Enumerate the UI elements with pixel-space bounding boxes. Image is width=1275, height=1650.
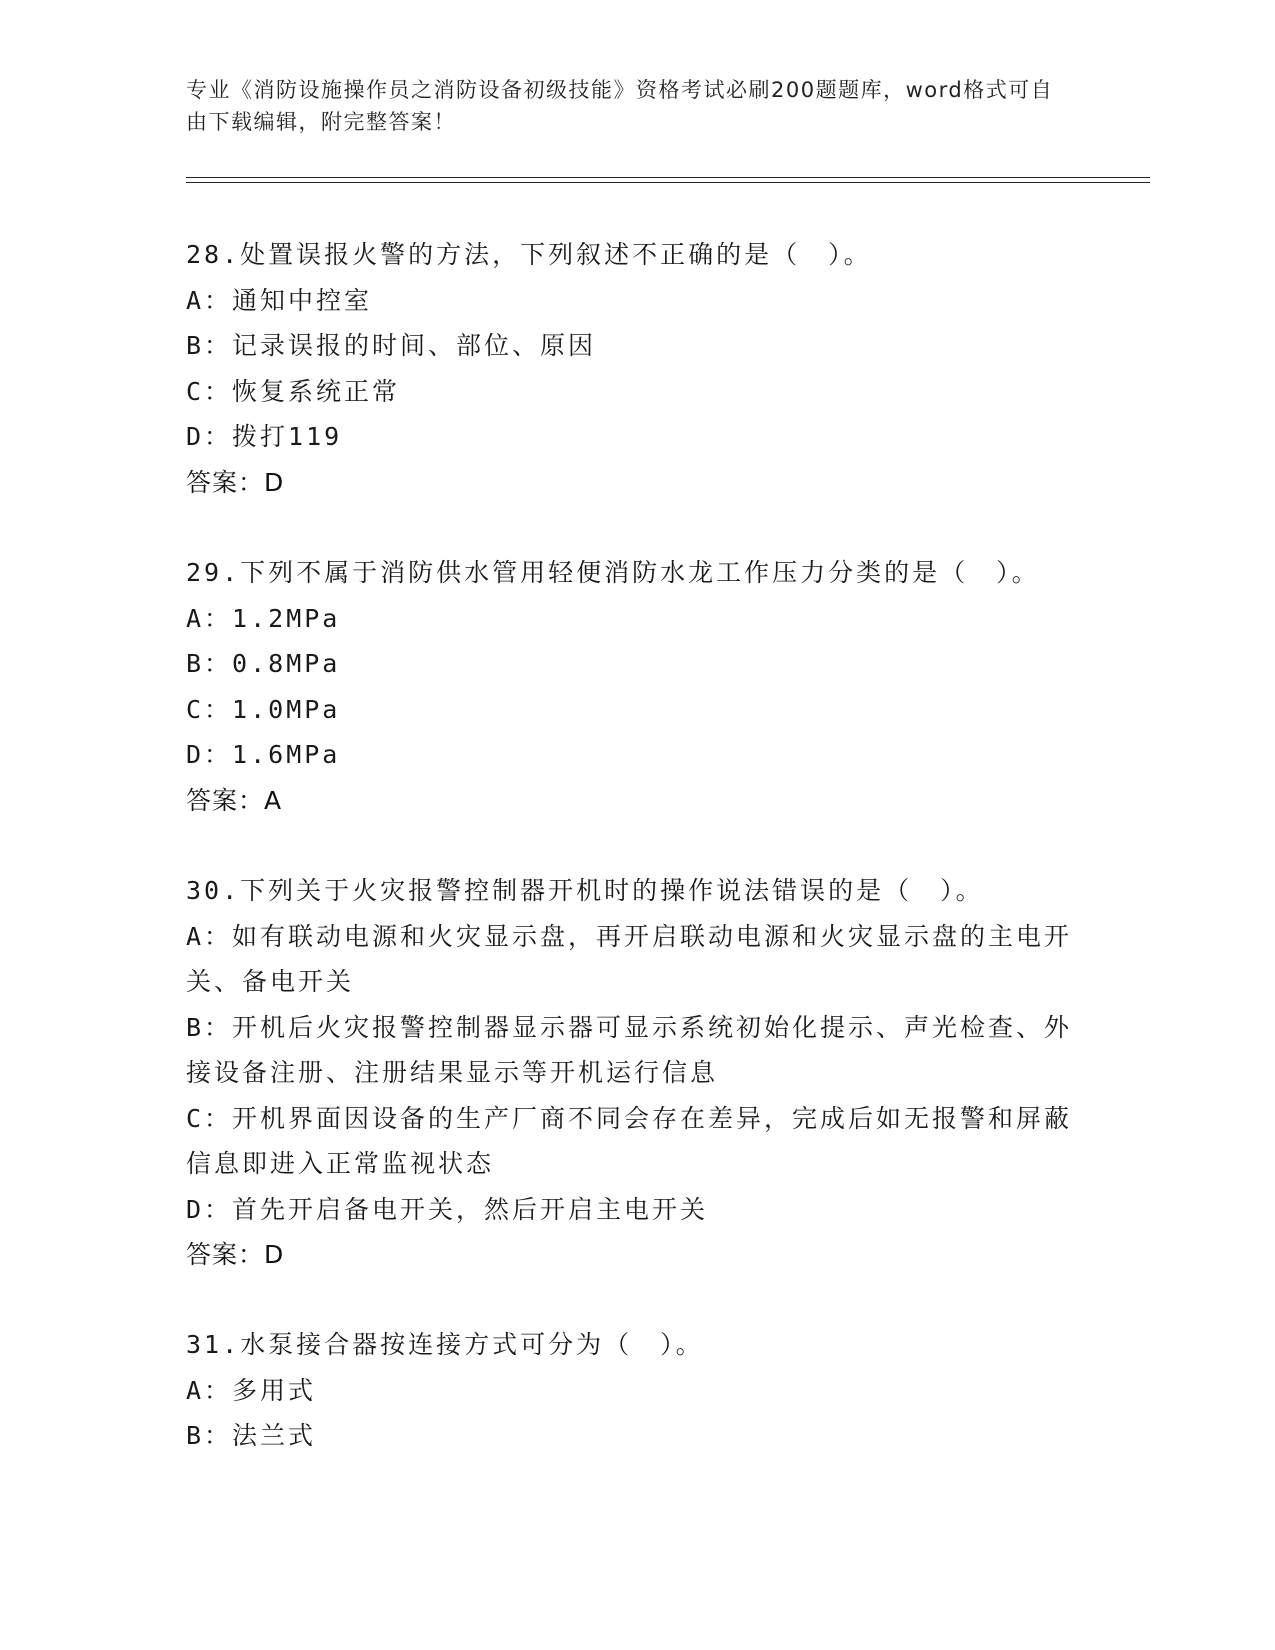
answer: 答案：D bbox=[186, 467, 285, 497]
option-b: B：开机后火灾报警控制器显示器可显示系统初始化提示、声光检查、外接设备注册、注册结果显示等开机运行信息 bbox=[186, 1012, 1073, 1087]
question-stem: 28.处置误报火警的方法，下列叙述不正确的是（ ）。 bbox=[186, 240, 872, 269]
option-c: C：恢复系统正常 bbox=[186, 376, 401, 406]
option-c: C：开机界面因设备的生产厂商不同会存在差异，完成后如无报警和屏蔽信息即进入正常监视状态 bbox=[186, 1103, 1073, 1178]
question-30 bbox=[186, 868, 1086, 1278]
header-divider-top bbox=[186, 177, 1150, 178]
document-header bbox=[186, 74, 1066, 138]
question-28 bbox=[186, 232, 1086, 505]
option-c: C：1.0MPa bbox=[186, 694, 341, 724]
option-a: A：如有联动电源和火灾显示盘，再开启联动电源和火灾显示盘的主电开关、备电开关 bbox=[186, 921, 1073, 996]
option-a: A：通知中控室 bbox=[186, 285, 373, 315]
option-b: B：0.8MPa bbox=[186, 649, 341, 678]
answer: 答案：D bbox=[186, 1240, 285, 1269]
answer: 答案：A bbox=[186, 785, 283, 815]
option-a: A：1.2MPa bbox=[186, 603, 341, 633]
question-stem: 31.水泵接合器按连接方式可分为（ ）。 bbox=[186, 1330, 704, 1359]
question-29 bbox=[186, 550, 1086, 823]
option-d: D：1.6MPa bbox=[186, 740, 341, 769]
option-d: D：首先开启备电开关，然后开启主电开关 bbox=[186, 1194, 709, 1224]
question-stem: 30.下列关于火灾报警控制器开机时的操作说法错误的是（ ）。 bbox=[186, 876, 984, 905]
option-a: A：多用式 bbox=[186, 1375, 317, 1405]
header-divider-bottom bbox=[186, 182, 1150, 183]
option-b: B：法兰式 bbox=[186, 1421, 317, 1450]
question-31 bbox=[186, 1322, 1086, 1459]
question-stem: 29.下列不属于消防供水管用轻便消防水龙工作压力分类的是（ ）。 bbox=[186, 558, 1040, 587]
header-title: 专业《消防设施操作员之消防设备初级技能》资格考试必刷200题题库，word格式可自由下载编辑，附完整答案！ bbox=[186, 78, 1054, 134]
option-d: D：拨打119 bbox=[186, 422, 343, 451]
option-b: B：记录误报的时间、部位、原因 bbox=[186, 331, 597, 360]
